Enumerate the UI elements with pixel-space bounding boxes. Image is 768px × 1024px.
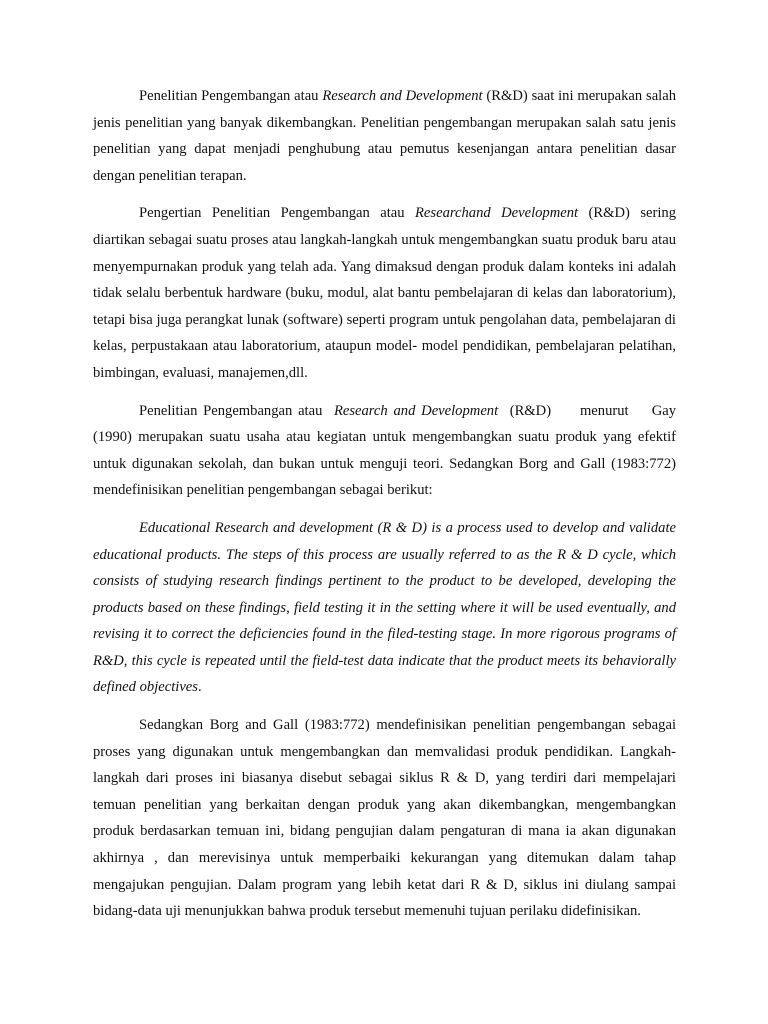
block-quote-period: . — [197, 679, 202, 696]
document-page — [93, 83, 680, 936]
block-quote-text: Educational Research and development (R & D) is a process used to develop and validate educational products. The steps of this process are usually referred to as the R & D cycle, which consists of studying research findings pertinent to the product to be developed, developing the products based on these findings, field testing it in the setting where it will be used eventually, and revising it to correct the deficiencies found in the filed-testing stage. In more rigorous programs of R&D, this cycle is repeated until the field-test data indicate that the product meets its behaviorally defined objectives — [93, 519, 676, 696]
paragraph-2-term: Researchand Development — [415, 205, 579, 222]
paragraph-5 — [93, 712, 676, 925]
paragraph-2 — [93, 200, 676, 386]
paragraph-2-text: Pengertian Penelitian Pengembangan atau — [139, 205, 416, 222]
paragraph-5-text: Sedangkan Borg and Gall (1983:772) mendefinisikan penelitian pengembangan sebagai proses yang digunakan untuk mengembangkan dan memvalidasi produk pendidikan. Langkah-langkah dari proses ini biasanya disebut sebagai siklus R & D, yang terdiri dari mempelajari temuan penelitian yang berkaitan dengan produk yang akan dikembangkan, mengembangkan produk berdasarkan temuan ini, bidang pengujian dalam pengaturan di mana ia akan digunakan akhirnya , dan merevisinya untuk memperbaiki kekurangan yang ditemukan dalam tahap mengajukan pengujian. Dalam program yang lebih ketat dari R & D, siklus ini diulang sampai bidang-data uji menunjukkan bahwa produk tersebut memenuhi tujuan perilaku didefinisikan. — [93, 717, 676, 920]
paragraph-3-text: Penelitian Pengembangan atau — [139, 402, 334, 419]
paragraph-2-text-cont: (R&D) sering diartikan sebagai suatu proses atau langkah-langkah untuk mengembangkan suatu produk baru atau menyempurnakan produk yang telah ada. Yang dimaksud dengan produk dalam konteks ini adalah tidak selalu berbentuk hardware (buku, modul, alat bantu pembelajaran di kelas dan laboratorium), tetapi bisa juga perangkat lunak (software) seperti program untuk pengolahan data, pembelajaran di kelas, perpustakaan atau laboratorium, ataupun model- model pendidikan, pembelajaran pelatihan, bimbingan, evaluasi, manajemen,dll. — [93, 205, 677, 381]
paragraph-1-text: Penelitian Pengembangan atau — [139, 88, 323, 104]
paragraph-3-term: Research and Development — [333, 402, 499, 419]
paragraph-1 — [93, 83, 676, 189]
block-quote — [93, 515, 676, 701]
paragraph-3-text-cont: (R&D) menurut Gay (1990) merupakan suatu usaha atau kegiatan untuk mengembangkan suatu produk yang efektif untuk digunakan sekolah, dan bukan untuk menguji teori. Sedangkan Borg and Gall (1983:772) mendefinisikan penelitian pengembangan sebagai berikut: — [93, 402, 680, 499]
paragraph-1-text-cont: (R&D) saat ini merupakan salah jenis penelitian yang banyak dikembangkan. Penelitian pengembangan merupakan salah satu jenis penelitian yang dapat menjadi penghubung atau pemutus kesenjangan antara penelitian dasar dengan penelitian terapan. — [93, 88, 676, 184]
paragraph-1-term: Research and Development — [322, 88, 483, 104]
paragraph-3 — [93, 398, 680, 504]
